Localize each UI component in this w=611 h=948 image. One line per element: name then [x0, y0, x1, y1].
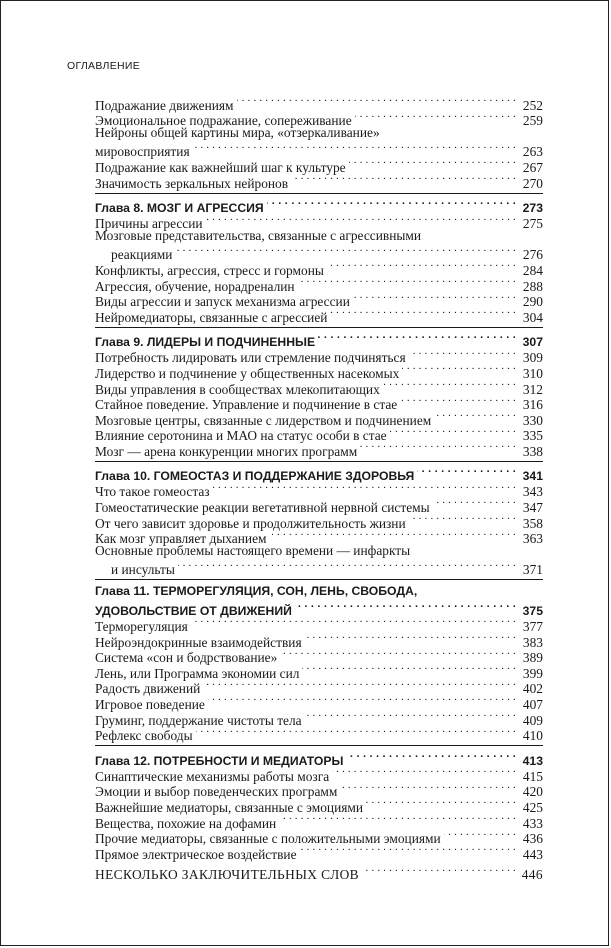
toc-entry[interactable]: Нейроэндокринные взаимодействия . . . 383: [95, 631, 543, 647]
toc-entry[interactable]: Игровое поведение . . . 407: [95, 693, 543, 709]
chapter-heading[interactable]: Глава 12. ПОТРЕБНОСТИ И МЕДИАТОРЫ . . . 413: [95, 749, 543, 765]
toc-entry[interactable]: Подражание движениям . . . 252: [95, 94, 543, 110]
toc-entry[interactable]: Как мозг управляет дыханием . . . 363: [95, 528, 543, 544]
toc-entry[interactable]: мировосприятия . . . 263: [95, 141, 543, 157]
chapter-heading[interactable]: Глава 9. ЛИДЕРЫ И ПОДЧИНЕННЫЕ . . . 307: [95, 331, 543, 347]
toc-entry[interactable]: Мозговые центры, связанные с лидерством и подчинением . . . 330: [95, 409, 543, 425]
toc-entry[interactable]: Виды агрессии и запуск механизма агрессии . . . 290: [95, 291, 543, 307]
toc-entry[interactable]: Подражание как важнейший шаг к культуре . . . 267: [95, 156, 543, 172]
toc-entry[interactable]: Конфликты, агрессия, стресс и гормоны . . . 284: [95, 259, 543, 275]
toc-entry[interactable]: Лень, или Программа экономии сил . . . 399: [95, 662, 543, 678]
toc-entry[interactable]: Потребность лидировать или стремление подчиняться . . . 309: [95, 347, 543, 363]
toc-chapter-10: [95, 461, 543, 578]
toc-entry[interactable]: реакциями . . . 276: [95, 244, 543, 260]
toc-chapter-8: [95, 193, 543, 325]
chapter-heading[interactable]: Глава 10. ГОМЕОСТАЗ И ПОДДЕРЖАНИЕ ЗДОРОВЬЯ . . . 341: [95, 465, 543, 481]
toc-entry[interactable]: Важнейшие медиаторы, связанные с эмоциями . . . 425: [95, 796, 543, 812]
toc-entry[interactable]: Виды управления в сообществах млекопитающих . . . 312: [95, 378, 543, 394]
toc-entry[interactable]: Система «сон и бодрствование» . . . 389: [95, 647, 543, 663]
toc-entry[interactable]: Терморегуляция . . . 377: [95, 615, 543, 631]
toc-entry[interactable]: Что такое гомеостаз . . . 343: [95, 481, 543, 497]
toc-entry-line1[interactable]: Мозговые представительства, связанные с агрессивными: [95, 228, 421, 244]
toc-entry[interactable]: От чего зависит здоровье и продолжительность жизни . . . 358: [95, 512, 543, 528]
toc-entry[interactable]: Прямое электрическое воздействие . . . 443: [95, 843, 543, 859]
toc-entry[interactable]: Стайное поведение. Управление и подчинение в стае . . . 316: [95, 394, 543, 410]
toc-entry[interactable]: Прочие медиаторы, связанные с положительными эмоциями . . . 436: [95, 828, 543, 844]
chapter-heading-line1[interactable]: Глава 11. ТЕРМОРЕГУЛЯЦИЯ, СОН, ЛЕНЬ, СВОБОДА,: [95, 584, 418, 599]
toc-entry-line1[interactable]: Основные проблемы настоящего времени — инфаркты: [95, 543, 411, 559]
toc-entry[interactable]: и инсульты . . . 371: [95, 559, 543, 575]
chapter-heading[interactable]: Глава 8. МОЗГ И АГРЕССИЯ . . . 273: [95, 197, 543, 213]
toc-entry[interactable]: Эмоции и выбор поведенческих программ . . . 420: [95, 781, 543, 797]
toc-section-continued: [95, 94, 543, 191]
table-of-contents: [95, 94, 543, 883]
toc-entry-line1[interactable]: Нейроны общей картины мира, «отзеркаливание»: [95, 125, 380, 141]
toc-entry[interactable]: Лидерство и подчинение у общественных насекомых . . . 310: [95, 362, 543, 378]
toc-entry[interactable]: Эмоциональное подражание, сопереживание . . . 259: [95, 110, 543, 126]
toc-entry[interactable]: Нейромедиаторы, связанные с агрессией . . . 304: [95, 306, 543, 322]
toc-entry[interactable]: Рефлекс свободы . . . 410: [95, 725, 543, 741]
toc-chapter-12: [95, 745, 543, 862]
chapter-heading[interactable]: УДОВОЛЬСТВИЕ ОТ ДВИЖЕНИЙ . . . 375: [95, 599, 543, 615]
toc-chapter-11: [95, 579, 543, 744]
toc-entry[interactable]: Груминг, поддержание чистоты тела . . . 409: [95, 709, 543, 725]
toc-chapter-9: [95, 327, 543, 459]
toc-entry[interactable]: Значимость зеркальных нейронов . . . 270: [95, 172, 543, 188]
toc-final-entry[interactable]: НЕСКОЛЬКО ЗАКЛЮЧИТЕЛЬНЫХ СЛОВ . . . 446: [95, 864, 543, 880]
toc-entry[interactable]: Вещества, похожие на дофамин . . . 433: [95, 812, 543, 828]
running-head: ОГЛАВЛЕНИЕ: [67, 60, 141, 72]
toc-entry[interactable]: Радость движений . . . 402: [95, 678, 543, 694]
toc-entry[interactable]: Мозг — арена конкуренции многих программ . . . 338: [95, 440, 543, 456]
toc-entry[interactable]: Синаптические механизмы работы мозга . . . 415: [95, 765, 543, 781]
toc-entry[interactable]: Гомеостатические реакции вегетативной нервной системы . . . 347: [95, 496, 543, 512]
toc-entry[interactable]: Агрессия, обучение, норадреналин . . . 288: [95, 275, 543, 291]
toc-entry[interactable]: Причины агрессии . . . 275: [95, 213, 543, 229]
toc-entry[interactable]: Влияние серотонина и МАО на статус особи в стае . . . 335: [95, 425, 543, 441]
